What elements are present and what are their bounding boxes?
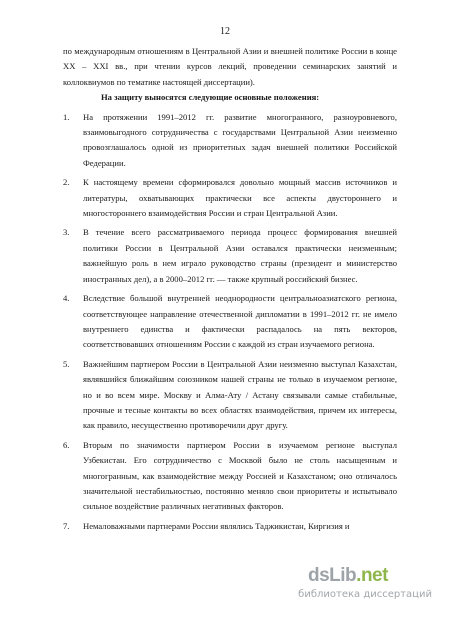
list-item — [63, 291, 397, 353]
list-item-number: 5. — [63, 358, 70, 369]
list-item-number: 3. — [63, 227, 70, 238]
list-item — [63, 438, 397, 515]
list-item-number: 2. — [63, 177, 70, 188]
list-item-text: Важнейшим партнером России в Центральной Азии неизменно выступал Казахстан, являвшийся ближайшим союзником нашей страны не только в изучаемом регионе, но и во всем мире. Москву и Алма-Ату / Астану связывали самые стабильные, прочные и тесные контакты во всех областях взаимодействия, причем их интересы, как правило, несущественно противоречили друг другу. — [83, 358, 397, 431]
list-item — [63, 110, 397, 172]
list-item-text: К настоящему времени сформировался довольно мощный массив источников и литературы, охватывающих практически все аспекты двустороннего и многостороннего взаимодействия России и стран Центральной Азии. — [83, 177, 397, 219]
list-item-number: 4. — [63, 293, 70, 304]
watermark-logo-main: dsLib — [308, 565, 357, 586]
positions-list — [63, 110, 397, 535]
list-item — [63, 519, 397, 534]
watermark-logo-accent: .net — [356, 565, 388, 586]
list-item-number: 6. — [63, 439, 70, 450]
positions-heading: На защиту выносятся следующие основные положения: — [101, 92, 320, 103]
dslib-watermark — [282, 565, 432, 605]
list-item-text: Вследствие большой внутренней неоднородности центральноазиатского региона, соответствующее направление отечественной дипломатии в 1991–2012 гг. не имело внутреннего единства и фактически распадалось на пять векторов, соответствовавших отношениям России с каждой из стран изучаемого региона. — [83, 293, 397, 350]
list-item-text: Немаловажными партнерами России являлись Таджикистан, Киргизия и — [83, 520, 350, 531]
list-item — [63, 225, 397, 287]
document-body — [63, 44, 397, 534]
list-item — [63, 175, 397, 221]
page-number: 12 — [220, 26, 230, 37]
watermark-logo — [308, 565, 388, 587]
list-item-text: На протяжении 1991–2012 гг. развитие многогранного, разноуровневого, взаимовыгодного сотрудничества с государствами Центральной Азии неизменно провозглашалось одной из приоритетных задач внешней политики Российской Федерации. — [83, 111, 397, 168]
list-item-number: 7. — [63, 520, 70, 531]
watermark-caption: библиотека диссертаций — [298, 589, 432, 600]
list-item — [63, 357, 397, 434]
list-item-number: 1. — [63, 111, 70, 122]
list-item-text: В течение всего рассматриваемого периода процесс формирования внешней политики России в Центральной Азии оставался практически неизменным; важнейшую роль в нем играло руководство страны (президент и министерство иностранных дел), а в 2000–2012 гг. — также крупный российский бизнес. — [83, 227, 397, 284]
list-item-text: Вторым по значимости партнером России в изучаемом регионе выступал Узбекистан. Его сотрудничество с Москвой было не столь насыщенным и многогранным, как взаимодействие между Россией и Казахстаном; оно отличалось значительной нестабильностью, постоянно меняло свои приоритеты и испытывало сильное воздействие различных негативных факторов. — [83, 439, 397, 512]
intro-paragraph: по международным отношениям в Центральной Азии и внешней политике России в конце XX – XXI вв., при чтении курсов лекций, проведении семинарских занятий и коллоквиумов по тематике настоящей диссертации). — [63, 46, 397, 87]
